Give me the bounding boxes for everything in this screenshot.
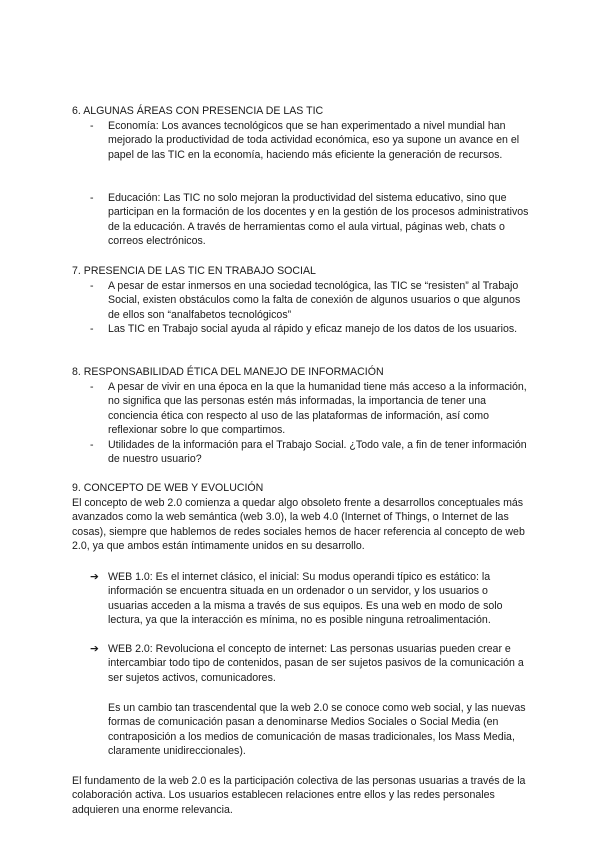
list-item-text: Educación: Las TIC no solo mejoran la productividad del sistema educativo, sino que participan en la formación de los docentes y en la gestión de los procesos administrativos de la educación. A través de herramientas como el aula virtual, páginas web, chats o correos electrónicos.: [108, 192, 529, 248]
list-item: [90, 380, 530, 438]
section-heading: 6. ALGUNAS ÁREAS CON PRESENCIA DE LAS TIC: [72, 105, 324, 117]
list-item-text: Utilidades de la información para el Trabajo Social. ¿Todo vale, a fin de tener información de nuestro usuario?: [108, 439, 527, 466]
section-heading: 9. CONCEPTO DE WEB Y EVOLUCIÓN: [72, 482, 264, 494]
arrow-right-icon: ➔: [90, 571, 99, 583]
list-item-text: A pesar de vivir en una época en la que la humanidad tiene más acceso a la información, no significa que las personas estén más informadas, la importancia de tener una conciencia ética con respecto al uso de las plataformas de información, así como reflexionar sobre lo que compartimos.: [108, 381, 527, 437]
list-item-text: WEB 2.0: Revoluciona el concepto de internet: Las personas usuarias pueden crear e intercambiar todo tipo de contenidos, pasan de ser sujetos pasivos de la comunicación a ser sujetos activos, comunicadores.: [108, 643, 524, 684]
arrow-list-item: [90, 642, 530, 685]
dash-bullet: -: [90, 323, 94, 335]
dash-bullet: -: [90, 381, 94, 393]
arrow-list-item: [90, 570, 530, 628]
body-paragraph: Es un cambio tan trascendental que la web 2.0 se conoce como web social, y las nuevas formas de comunicación pasan a denominarse Medios Sociales o Social Media (en contraposición a los medios de comunicación de masas tradicionales, los Mass Media, claramente unidireccionales).: [108, 702, 526, 758]
arrow-right-icon: ➔: [90, 643, 99, 655]
list-item: [90, 119, 530, 162]
dash-bullet: -: [90, 280, 94, 292]
section-heading: 8. RESPONSABILIDAD ÉTICA DEL MANEJO DE INFORMACIÓN: [72, 366, 384, 378]
section-heading: 7. PRESENCIA DE LAS TIC EN TRABAJO SOCIAL: [72, 265, 316, 277]
dash-bullet: -: [90, 192, 94, 204]
list-item: [90, 438, 530, 467]
list-item-text: Las TIC en Trabajo social ayuda al rápido y eficaz manejo de los datos de los usuarios.: [108, 323, 518, 335]
list-item: [90, 322, 530, 336]
dash-bullet: -: [90, 120, 94, 132]
list-item: [90, 279, 530, 322]
list-item: [90, 191, 530, 249]
list-item-text: WEB 1.0: Es el internet clásico, el inicial: Su modus operandi típico es estático: la información se encuentra situada en un ordenador o un servidor, y los usuarios o usuarias acceden a la misma a través de sus equipos. Es una web en modo de solo lectura, ya que la interacción es mínima, no es posible ninguna retroalimentación.: [108, 571, 503, 627]
list-item-text: Economía: Los avances tecnológicos que se han experimentado a nivel mundial han mejorado la productividad de toda actividad económica, eso ya supone un avance en el papel de las TIC en la economía, haciendo más eficiente la generación de recursos.: [108, 120, 520, 161]
list-item-text: A pesar de estar inmersos en una sociedad tecnológica, las TIC se “resisten” al Trabajo Social, existen obstáculos como la falta de conexión de algunos usuarios o que algunos de ellos son “analfabetos tecnológicos”: [108, 280, 521, 321]
dash-bullet: -: [90, 439, 94, 451]
body-paragraph: El fundamento de la web 2.0 es la participación colectiva de las personas usuarias a través de la colaboración activa. Los usuarios establecen relaciones entre ellos y las redes personales adquieren una enorme relevancia.: [72, 775, 526, 816]
intro-paragraph: El concepto de web 2.0 comienza a quedar algo obsoleto frente a desarrollos conceptuales más avanzados como la web semántica (web 3.0), la web 4.0 (Internet of Things, o Internet de las cosas), siempre que hablemos de redes sociales hemos de hacer referencia al concepto de web 2.0, ya que ambos están íntimamente unidos en su desarrollo.: [72, 497, 525, 553]
